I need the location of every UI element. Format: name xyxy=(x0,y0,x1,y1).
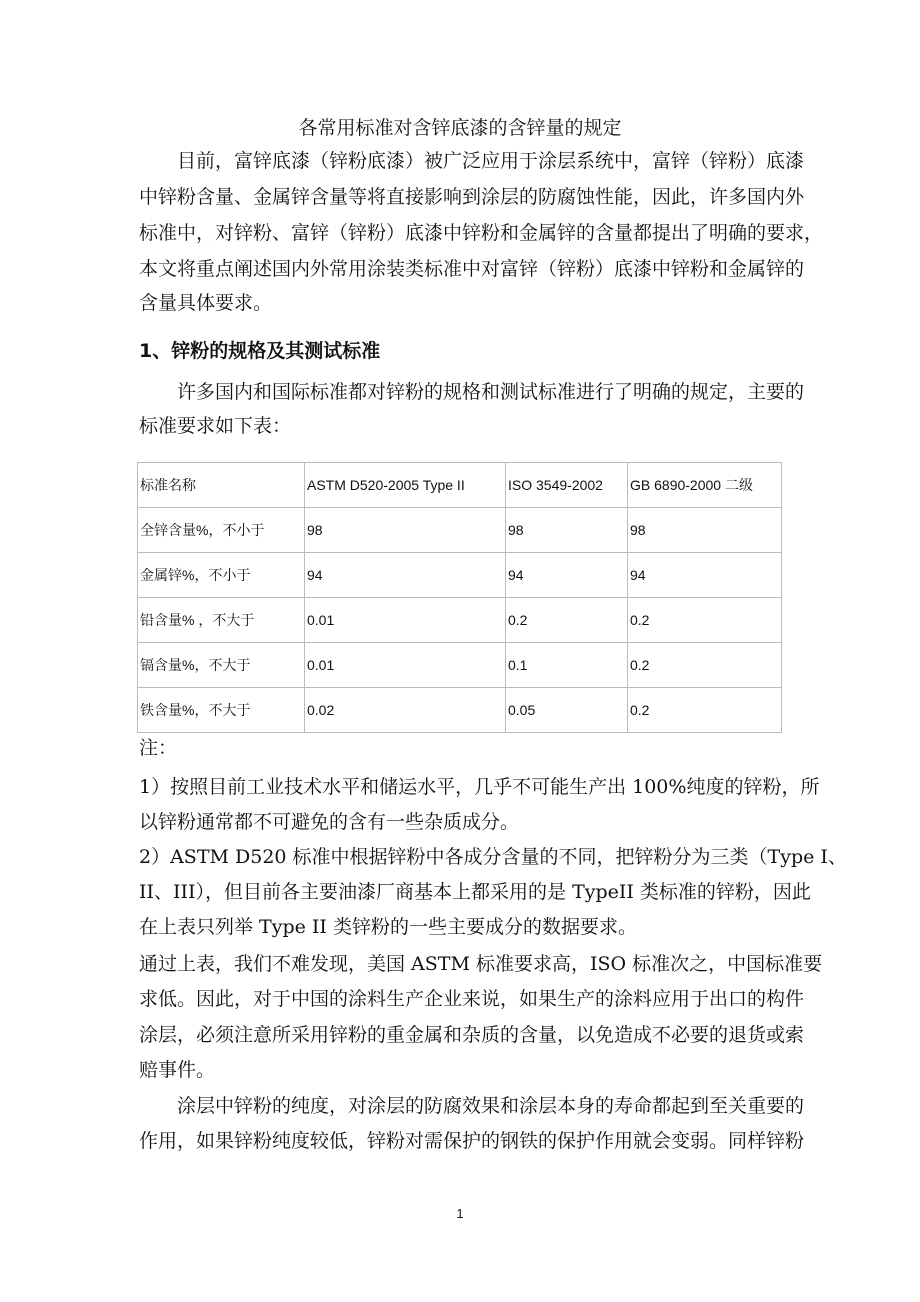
table-cell: 94 xyxy=(628,553,782,598)
table-row xyxy=(138,688,782,733)
note-line: 涂层，必须注意所采用锌粉的重金属和杂质的含量，以免造成不必要的退货或索 xyxy=(139,1024,805,1046)
table-cell: 98 xyxy=(506,508,628,553)
zinc-spec-table xyxy=(137,462,782,733)
section-line: 许多国内和国际标准都对锌粉的规格和测试标准进行了明确的规定，主要的 xyxy=(139,381,805,403)
page-number: 1 xyxy=(456,1206,464,1221)
intro-line: 中锌粉含量、金属锌含量等将直接影响到涂层的防腐蚀性能，因此，许多国内外 xyxy=(139,186,805,208)
note-line: 通过上表，我们不难发现，美国 ASTM 标准要求高，ISO 标准次之，中国标准要 xyxy=(139,953,823,975)
note-line: 2）ASTM D520 标准中根据锌粉中各成分含量的不同，把锌粉分为三类（Type I、 xyxy=(139,846,847,868)
notes-label: 注： xyxy=(139,737,178,759)
header-cell: 标准名称 xyxy=(138,463,305,508)
note-line: 求低。因此，对于中国的涂料生产企业来说，如果生产的涂料应用于出口的构件 xyxy=(139,988,805,1010)
table-cell: 全锌含量%，不小于 xyxy=(138,508,305,553)
note-line: 以锌粉通常都不可避免的含有一些杂质成分。 xyxy=(139,811,520,833)
note-line: 作用，如果锌粉纯度较低，锌粉对需保护的钢铁的保护作用就会变弱。同样锌粉 xyxy=(139,1130,805,1152)
table-row xyxy=(138,553,782,598)
table-cell: 金属锌%，不小于 xyxy=(138,553,305,598)
section-line: 标准要求如下表： xyxy=(139,415,292,437)
note-line: 赔事件。 xyxy=(139,1059,216,1081)
header-cell: GB 6890-2000 二级 xyxy=(628,463,782,508)
header-cell: ASTM D520-2005 Type II xyxy=(305,463,506,508)
table-cell: 0.05 xyxy=(506,688,628,733)
table-cell: 0.1 xyxy=(506,643,628,688)
table-cell: 0.01 xyxy=(305,598,506,643)
table-cell: 铅含量% ，不大于 xyxy=(138,598,305,643)
table-row xyxy=(138,508,782,553)
table-cell: 0.2 xyxy=(628,598,782,643)
table-cell: 0.2 xyxy=(628,643,782,688)
table-cell: 0.2 xyxy=(506,598,628,643)
intro-line: 标准中，对锌粉、富锌（锌粉）底漆中锌粉和金属锌的含量都提出了明确的要求， xyxy=(139,222,824,244)
note-line: 在上表只列举 Type II 类锌粉的一些主要成分的数据要求。 xyxy=(139,916,637,938)
header-cell: ISO 3549-2002 xyxy=(506,463,628,508)
note-line: 1）按照目前工业技术水平和储运水平，几乎不可能生产出 100%纯度的锌粉，所 xyxy=(139,776,820,798)
table-row xyxy=(138,643,782,688)
table-cell: 0.01 xyxy=(305,643,506,688)
table-cell: 98 xyxy=(305,508,506,553)
table-cell: 0.02 xyxy=(305,688,506,733)
table-cell: 94 xyxy=(506,553,628,598)
table-cell: 98 xyxy=(628,508,782,553)
intro-line: 本文将重点阐述国内外常用涂装类标准中对富锌（锌粉）底漆中锌粉和金属锌的 xyxy=(139,258,805,280)
note-line: 涂层中锌粉的纯度，对涂层的防腐效果和涂层本身的寿命都起到至关重要的 xyxy=(139,1095,805,1117)
section-heading: 1、锌粉的规格及其测试标准 xyxy=(139,340,381,362)
note-line: II、III），但目前各主要油漆厂商基本上都采用的是 TypeII 类标准的锌粉，因此 xyxy=(139,881,811,903)
document-title: 各常用标准对含锌底漆的含锌量的规定 xyxy=(298,117,622,139)
table-header-row xyxy=(138,463,782,508)
table-cell: 0.2 xyxy=(628,688,782,733)
table-row xyxy=(138,598,782,643)
table-cell: 镉含量%，不大于 xyxy=(138,643,305,688)
table-cell: 铁含量%，不大于 xyxy=(138,688,305,733)
intro-line: 含量具体要求。 xyxy=(139,292,273,314)
table-cell: 94 xyxy=(305,553,506,598)
intro-line: 目前，富锌底漆（锌粉底漆）被广泛应用于涂层系统中，富锌（锌粉）底漆 xyxy=(139,150,805,172)
